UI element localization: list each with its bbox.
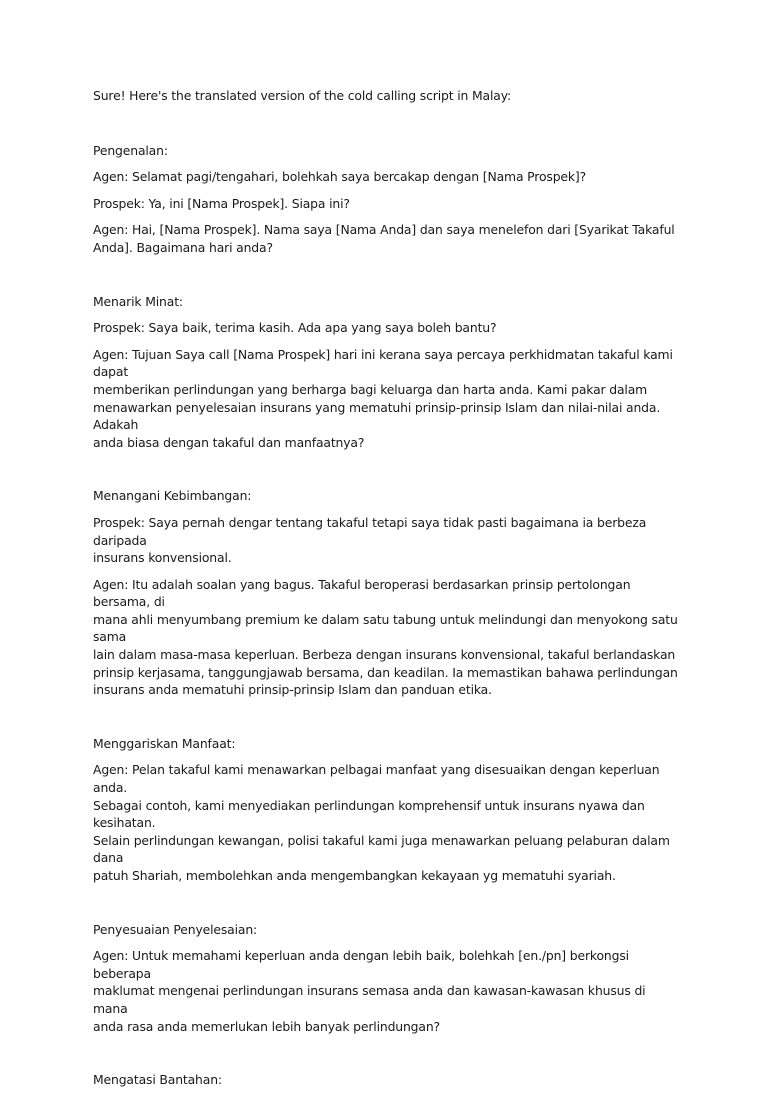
- section-heading: Menangani Kebimbangan:: [93, 488, 252, 504]
- script-line: Agen: Tujuan Saya call [Nama Prospek] hari ini kerana saya percaya perkhidmatan takaful kami dapat memberikan perlindungan yang berharga bagi keluarga dan harta anda. Kami pakar dalam menawarkan penyelesaian insurans yang mematuhi prinsip-prinsip Islam dan nilai-nilai anda. Adakah anda biasa dengan takaful dan manfaatnya?: [93, 346, 673, 450]
- script-line: Prospek: Ya, ini [Nama Prospek]. Siapa ini?: [93, 195, 350, 211]
- script-line: Agen: Untuk memahami keperluan anda dengan lebih baik, bolehkah [en./pn] berkongsi beberapa maklumat mengenai perlindungan insurans semasa anda dan kawasan-kawasan khusus di mana anda rasa anda memerlukan lebih banyak perlindungan?: [93, 948, 646, 1034]
- section-menarik-minat: [93, 293, 683, 452]
- script-line: Prospek: Saya baik, terima kasih. Ada apa yang saya boleh bantu?: [93, 320, 497, 336]
- script-line: Prospek: Saya pernah dengar tentang takaful tetapi saya tidak pasti bagaimana ia berbeza daripada insurans konvensional.: [93, 514, 647, 566]
- script-line: Agen: Itu adalah soalan yang bagus. Takaful beroperasi berdasarkan prinsip pertolongan bersama, di mana ahli menyumbang premium ke dalam satu tabung untuk melindungi dan menyokong satu sama lain dalam masa-masa keperluan. Berbeza dengan insurans konvensional, takaful berlandaskan prinsip kerjasama, tanggungjawab bersama, dan keadilan. Ia memastikan bahawa perlindungan insurans anda mematuhi prinsip-prinsip Islam dan panduan etika.: [93, 576, 678, 698]
- section-heading: Penyesuaian Penyelesaian:: [93, 921, 258, 937]
- section-pengenalan: [93, 142, 683, 257]
- intro-text: Sure! Here's the translated version of the cold calling script in Malay:: [93, 88, 512, 103]
- script-line: Agen: Pelan takaful kami menawarkan pelbagai manfaat yang disesuaikan dengan keperluan anda. Sebagai contoh, kami menyediakan perlindungan komprehensif untuk insurans nyawa dan kesihatan. Selain perlindungan kewangan, polisi takaful kami juga menawarkan peluang pelaburan dalam dana patuh Shariah, membolehkan anda mengembangkan kekayaan yg mematuhi syariah.: [93, 762, 670, 883]
- document-page: [93, 87, 683, 1098]
- script-line: Agen: Hai, [Nama Prospek]. Nama saya [Nama Anda] dan saya menelefon dari [Syarikat Takaful Anda]. Bagaimana hari anda?: [93, 222, 675, 255]
- section-heading: Menarik Minat:: [93, 293, 183, 309]
- section-penyesuaian-penyelesaian: [93, 921, 683, 1036]
- section-heading: Menggariskan Manfaat:: [93, 735, 236, 751]
- script-line: Agen: Selamat pagi/tengahari, bolehkah saya bercakap dengan [Nama Prospek]?: [93, 169, 587, 185]
- section-mengatasi-bantahan: [93, 1071, 683, 1089]
- section-heading: Mengatasi Bantahan:: [93, 1072, 222, 1088]
- section-menangani-kebimbangan: [93, 487, 683, 699]
- section-menggariskan-manfaat: [93, 735, 683, 885]
- section-heading: Pengenalan:: [93, 142, 168, 158]
